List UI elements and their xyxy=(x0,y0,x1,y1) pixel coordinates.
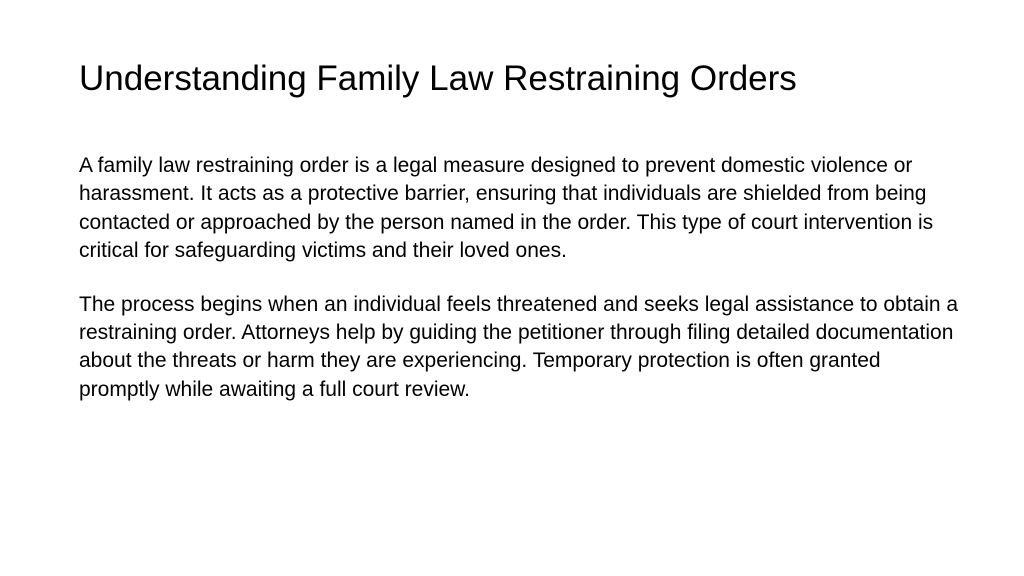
body-paragraph-2: The process begins when an individual feels threatened and seeks legal assistance to obtain a restraining order. Attorneys help by guiding the petitioner through filing detailed documentation about the threats or harm they are experiencing. Temporary protection is often granted promptly while awaiting a full court review. xyxy=(79,292,959,401)
slide-body xyxy=(79,152,959,404)
slide-title: Understanding Family Law Restraining Orders xyxy=(79,59,797,98)
body-paragraph-1: A family law restraining order is a legal measure designed to prevent domestic violence or harassment. It acts as a protective barrier, ensuring that individuals are shielded from being contacted or approached by the person named in the order. This type of court intervention is critical for safeguarding victims and their loved ones. xyxy=(79,154,934,263)
